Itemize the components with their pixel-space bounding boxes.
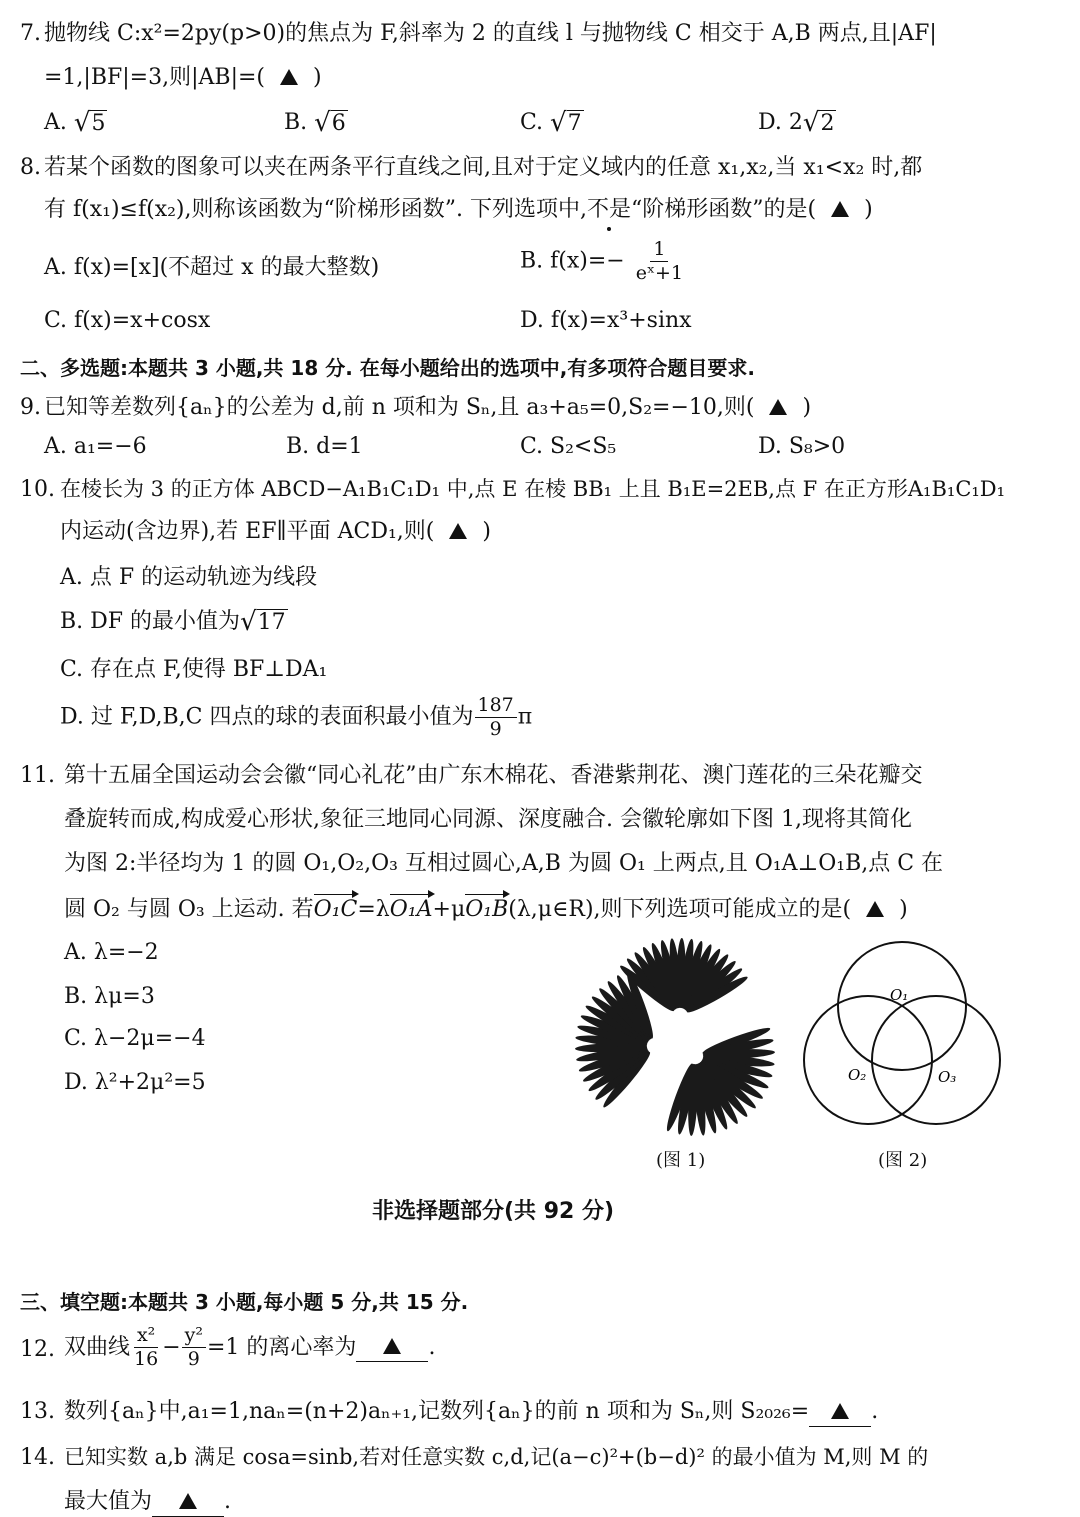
q11-eq: =λ	[357, 897, 390, 922]
q7-line1: 抛物线 C:x²=2py(p>0)的焦点为 F,斜率为 2 的直线 l 与抛物线 C 相交于 A,B 两点,且|AF|	[44, 21, 937, 46]
emblem-petals	[575, 938, 775, 1136]
answer-blank[interactable]	[356, 1333, 428, 1362]
q12-prefix: 双曲线	[64, 1334, 131, 1360]
q11-line1: 第十五届全国运动会会徽“同心礼花”由广东木棉花、香港紫荆花、澳门莲花的三朵花瓣交	[64, 763, 923, 788]
q8-line2-after: “阶梯形函数”的是(	[630, 197, 817, 222]
sqrt-symbol: √ 17	[240, 606, 286, 637]
sqrt-symbol: √ 7	[550, 108, 582, 138]
q8-line2	[44, 196, 873, 224]
q10-line2	[60, 518, 491, 546]
q10-number: 10.	[20, 477, 55, 502]
label-o2: O₂	[848, 1066, 867, 1084]
q10-option-b-radicand: 17	[257, 609, 286, 635]
q7-option-a	[44, 110, 107, 136]
q12-suffix: =1 的离心率为	[207, 1334, 357, 1360]
fraction	[633, 240, 686, 283]
q8-number: 8.	[20, 155, 41, 180]
q8-emphasis: 不是	[586, 197, 631, 222]
q10-option-b	[60, 604, 288, 635]
q11-plus: +μ	[432, 897, 466, 922]
q11-line4-before: 圆 O₂ 与圆 O₃ 上运动. 若	[64, 897, 314, 922]
q14-end: .	[224, 1489, 232, 1514]
vector-o1c: O₁C	[313, 897, 358, 922]
q11-option-b: B. λμ=3	[64, 984, 155, 1009]
q14-line2-text: 最大值为	[64, 1489, 153, 1514]
q11-number: 11.	[20, 763, 55, 788]
q12-number: 12.	[20, 1337, 55, 1362]
answer-marker-icon	[179, 1493, 197, 1509]
answer-marker-icon	[449, 523, 467, 539]
answer-blank[interactable]	[152, 1488, 224, 1517]
sqrt-symbol: √ 6	[314, 108, 346, 138]
vector-o1b: O₁B	[465, 897, 509, 922]
q8-line2-before: 有 f(x₁)≤f(x₂),则称该函数为“阶梯形函数”. 下列选项中,	[44, 197, 587, 222]
three-circles-figure	[796, 936, 1006, 1136]
q9-option-d: D. S₈>0	[758, 434, 846, 459]
sqrt-symbol: √ 5	[73, 108, 106, 138]
answer-marker-icon	[280, 69, 298, 85]
q14-number: 14.	[20, 1445, 55, 1470]
q7-option-b-radicand: 6	[331, 111, 346, 136]
q10-option-d-prefix: D. 过 F,D,B,C 四点的球的表面积最小值为	[60, 704, 474, 730]
q12-frac2-num: y²	[182, 1326, 206, 1348]
answer-marker-icon	[769, 399, 787, 415]
q11-option-c: C. λ−2μ=−4	[64, 1026, 206, 1051]
q8-option-b-num: 1	[650, 240, 668, 262]
fraction	[475, 696, 517, 739]
q12-frac1-num: x²	[134, 1326, 158, 1348]
q14-line1: 已知实数 a,b 满足 cosa=sinb,若对任意实数 c,d,记(a−c)²+(b−d)² 的最小值为 M,则 M 的	[64, 1445, 929, 1469]
q10-option-a: A. 点 F 的运动轨迹为线段	[60, 565, 318, 590]
q8-option-b-den: eˣ+1	[635, 262, 684, 284]
q7-option-d-radicand: 2	[820, 111, 835, 136]
emblem-figure	[570, 936, 780, 1136]
q12-stem	[64, 1326, 435, 1369]
q7-line2	[44, 64, 322, 92]
fraction	[131, 1326, 161, 1369]
q11-line4	[64, 896, 908, 924]
q8-option-d: D. f(x)=x³+sinx	[520, 308, 692, 333]
q10-line1: 在棱长为 3 的正方体 ABCD−A₁B₁C₁D₁ 中,点 E 在棱 BB₁ 上且 B₁E=2EB,点 F 在正方形A₁B₁C₁D₁	[60, 477, 1006, 501]
answer-marker-icon	[831, 1403, 849, 1419]
q8-option-b-prefix: B. f(x)=−	[520, 248, 625, 274]
q11-line3: 为图 2:半径均为 1 的圆 O₁,O₂,O₃ 互相过圆心,A,B 为圆 O₁ 上两点,且 O₁A⊥O₁B,点 C 在	[64, 851, 944, 876]
emphasis-dot	[587, 196, 631, 224]
q11-option-d: D. λ²+2μ²=5	[64, 1070, 206, 1095]
q12-end: .	[428, 1334, 436, 1360]
q10-option-d-den: 9	[489, 718, 502, 740]
q11-line2: 叠旋转而成,构成爱心形状,象征三地同心同源、深度融合. 会徽轮廓如下图 1,现将其简化	[64, 807, 912, 832]
q14-line2	[64, 1488, 231, 1517]
sqrt-symbol: √ 2	[802, 108, 835, 138]
figure-1-caption: (图 1)	[656, 1150, 706, 1171]
q7-option-c-label: C.	[520, 110, 544, 136]
q7-option-a-radicand: 5	[91, 111, 106, 136]
part2-heading: 非选择题部分(共 92 分)	[372, 1199, 615, 1224]
section-3-heading: 三、填空题:本题共 3 小题,每小题 5 分,共 15 分.	[20, 1290, 469, 1314]
q10-option-b-prefix: B. DF 的最小值为	[60, 609, 241, 634]
q11-line4-after: (λ,μ∈R),则下列选项可能成立的是(	[508, 897, 852, 922]
label-o1: O₁	[890, 986, 909, 1004]
answer-blank[interactable]	[809, 1398, 871, 1427]
q10-option-d-suffix: π	[517, 704, 533, 730]
q9-stem-text: 已知等差数列{aₙ}的公差为 d,前 n 项和为 Sₙ,且 a₃+a₅=0,S₂=−10,则(	[44, 395, 755, 420]
q7-option-b-label: B.	[284, 110, 308, 136]
q9-close: )	[802, 395, 812, 420]
label-o3: O₃	[938, 1068, 957, 1086]
q8-option-a: A. f(x)=[x](不超过 x 的最大整数)	[44, 255, 380, 280]
q9-option-b: B. d=1	[286, 434, 363, 459]
q11-close: )	[899, 897, 908, 922]
q13-end: .	[871, 1399, 879, 1424]
q7-number: 7.	[20, 21, 41, 46]
q12-frac1-den: 16	[134, 1348, 159, 1370]
q7-option-d-coef: 2	[788, 110, 803, 136]
q13-stem	[64, 1398, 878, 1427]
q9-option-c: C. S₂<S₅	[520, 434, 617, 459]
q7-option-c-radicand: 7	[567, 111, 582, 136]
q12-minus: −	[162, 1334, 181, 1360]
figure-2-caption: (图 2)	[878, 1150, 928, 1171]
vector-o1a: O₁A	[389, 897, 433, 922]
q7-option-b	[284, 110, 348, 136]
q7-close: )	[313, 65, 322, 90]
q8-option-b	[520, 240, 687, 283]
q7-option-c	[520, 110, 584, 136]
q10-option-d	[60, 696, 532, 739]
q7-line2-text: =1,|BF|=3,则|AB|=(	[44, 65, 265, 90]
q8-line1: 若某个函数的图象可以夹在两条平行直线之间,且对于定义域内的任意 x₁,x₂,当 x₁<x₂ 时,都	[44, 155, 923, 180]
q9-stem	[44, 394, 811, 422]
q12-frac2-den: 9	[187, 1348, 200, 1370]
q7-option-a-label: A.	[44, 110, 67, 136]
q13-stem-text: 数列{aₙ}中,a₁=1,naₙ=(n+2)aₙ₊₁,记数列{aₙ}的前 n 项和为 Sₙ,则 S₂₀₂₆=	[64, 1399, 810, 1424]
q9-number: 9.	[20, 395, 41, 420]
answer-marker-icon	[866, 901, 884, 917]
q7-option-d-label: D.	[758, 110, 782, 136]
q8-close: )	[864, 197, 873, 222]
q10-option-c: C. 存在点 F,使得 BF⊥DA₁	[60, 657, 328, 682]
q11-option-a: A. λ=−2	[64, 940, 159, 965]
answer-marker-icon	[383, 1338, 401, 1354]
fraction	[182, 1326, 206, 1369]
answer-marker-icon	[831, 201, 849, 217]
q10-line2-text: 内运动(含边界),若 EF∥平面 ACD₁,则(	[60, 519, 435, 544]
section-2-heading: 二、多选题:本题共 3 小题,共 18 分. 在每小题给出的选项中,有多项符合题目要求.	[20, 356, 755, 380]
q13-number: 13.	[20, 1399, 55, 1424]
q10-option-d-num: 187	[475, 696, 517, 718]
q9-option-a: A. a₁=−6	[44, 434, 147, 459]
q7-option-d	[758, 110, 836, 136]
q8-option-c: C. f(x)=x+cosx	[44, 308, 211, 333]
q10-close: )	[482, 519, 491, 544]
